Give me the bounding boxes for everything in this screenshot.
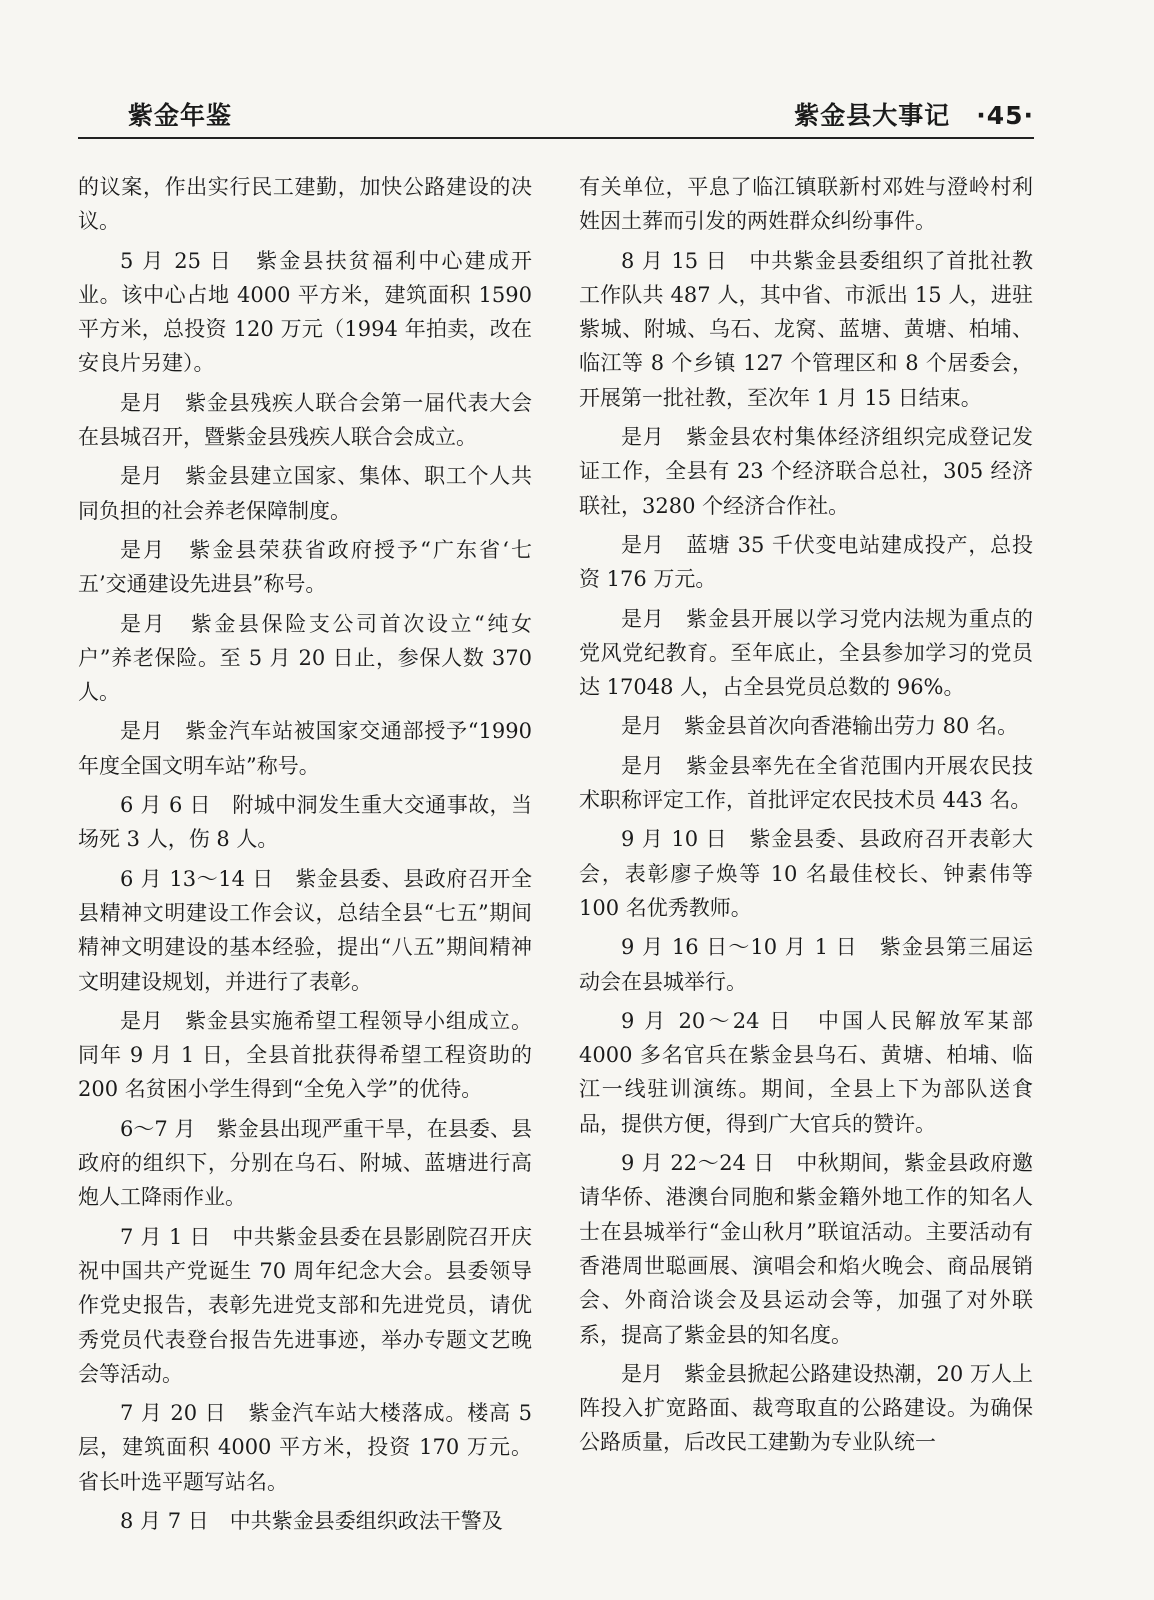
paragraph: 是月 紫金县农村集体经济组织完成登记发证工作，全县有 23 个经济联合总社，305 经济联社，3280 个经济合作社。 xyxy=(579,425,1033,518)
paragraph: 8 月 15 日 中共紫金县委组织了首批社教工作队共 487 人，其中省、市派出 15 人，进驻紫城、附城、乌石、龙窝、蓝塘、黄塘、柏埔、临江等 8 个乡镇 127 个管理区和 8 个居委会，开展第一批社教，至次年 1 月 15 日结束。 xyxy=(579,248,1033,410)
paragraph: 8 月 7 日 中共紫金县委组织政法干警及 xyxy=(120,1508,503,1533)
paragraph: 是月 紫金县实施希望工程领导小组成立。同年 9 月 1 日，全县首批获得希望工程资助的 200 名贫困小学生得到“全免入学”的优待。 xyxy=(78,1008,532,1102)
paragraph: 9 月 10 日 紫金县委、县政府召开表彰大会，表彰廖子焕等 10 名最佳校长、钟素伟等 100 名优秀教师。 xyxy=(579,827,1033,920)
paragraph: 是月 紫金县开展以学习党内法规为重点的党风党纪教育。至年底止，全县参加学习的党员达 17048 人，占全县党员总数的 96%。 xyxy=(579,606,1033,700)
paragraph: 9 月 20～24 日 中国人民解放军某部 4000 多名官兵在紫金县乌石、黄塘、柏埔、临江一线驻训演练。期间，全县上下为部队送食品，提供方便，得到广大官兵的赞许。 xyxy=(579,1008,1033,1136)
paragraph: 是月 紫金汽车站被国家交通部授予“1990 年度全国文明车站”称号。 xyxy=(78,719,532,778)
paragraph: 是月 紫金县建立国家、集体、职工个人共同负担的社会养老保障制度。 xyxy=(78,464,532,523)
paragraph: 6 月 13～14 日 紫金县委、县政府召开全县精神文明建设工作会议，总结全县“七五”期间精神文明建设的基本经验，提出“八五”期间精神文明建设规划，并进行了表彰。 xyxy=(78,866,532,994)
book-title: 紫金年鉴 xyxy=(128,101,233,130)
paragraph: 是月 蓝塘 35 千伏变电站建成投产，总投资 176 万元。 xyxy=(579,532,1033,592)
section-header xyxy=(794,96,1034,132)
paragraph: 6 月 6 日 附城中洞发生重大交通事故，当场死 3 人，伤 8 人。 xyxy=(78,793,532,852)
page-number: ·45· xyxy=(976,101,1034,130)
paragraph: 9 月 16 日～10 月 1 日 紫金县第三届运动会在县城举行。 xyxy=(579,935,1033,994)
page-header xyxy=(78,96,1034,138)
left-column xyxy=(78,170,532,1543)
paragraph: 有关单位，平息了临江镇联新村邓姓与澄岭村利姓因土葬而引发的两姓群众纠纷事件。 xyxy=(579,175,1033,234)
section-title: 紫金县大事记 xyxy=(794,101,951,130)
paragraph: 的议案，作出实行民工建勤，加快公路建设的决议。 xyxy=(78,175,532,234)
header-rule xyxy=(78,137,1034,139)
paragraph: 是月 紫金县首次向香港输出劳力 80 名。 xyxy=(621,714,1019,739)
paragraph: 7 月 1 日 中共紫金县委在县影剧院召开庆祝中国共产党诞生 70 周年纪念大会。县委领导作党史报告，表彰先进党支部和先进党员，请优秀党员代表登台报告先进事迹，举办专题文艺晚会等活动。 xyxy=(78,1224,532,1386)
paragraph: 是月 紫金县掀起公路建设热潮，20 万人上阵投入扩宽路面、裁弯取直的公路建设。为确保公路质量，后改民工建勤为专业队统一 xyxy=(579,1361,1033,1455)
paragraph: 是月 紫金县残疾人联合会第一届代表大会在县城召开，暨紫金县残疾人联合会成立。 xyxy=(78,390,532,450)
paragraph: 6～7 月 紫金县出现严重干旱，在县委、县政府的组织下，分别在乌石、附城、蓝塘进行高炮人工降雨作业。 xyxy=(78,1116,532,1210)
paragraph: 是月 紫金县荣获省政府授予“广东省‘七五’交通建设先进县”称号。 xyxy=(78,537,532,597)
paragraph: 5 月 25 日 紫金县扶贫福利中心建成开业。该中心占地 4000 平方米，建筑面积 1590 平方米，总投资 120 万元（1994 年拍卖，改在安良片另建）。 xyxy=(78,248,532,376)
right-column xyxy=(579,170,1033,1465)
paragraph: 是月 紫金县率先在全省范围内开展农民技术职称评定工作，首批评定农民技术员 443 名。 xyxy=(579,753,1033,813)
paragraph: 9 月 22～24 日 中秋期间，紫金县政府邀请华侨、港澳台同胞和紫金籍外地工作的知名人士在县城举行“金山秋月”联谊活动。主要活动有香港周世聪画展、演唱会和焰火晚会、商品展销会、外商洽谈会及县运动会等，加强了对外联系，提高了紫金县的知名度。 xyxy=(579,1151,1033,1347)
paragraph: 7 月 20 日 紫金汽车站大楼落成。楼高 5 层，建筑面积 4000 平方米，投资 170 万元。省长叶选平题写站名。 xyxy=(78,1401,532,1494)
paragraph: 是月 紫金县保险支公司首次设立“纯女户”养老保险。至 5 月 20 日止，参保人数 370 人。 xyxy=(78,611,532,705)
